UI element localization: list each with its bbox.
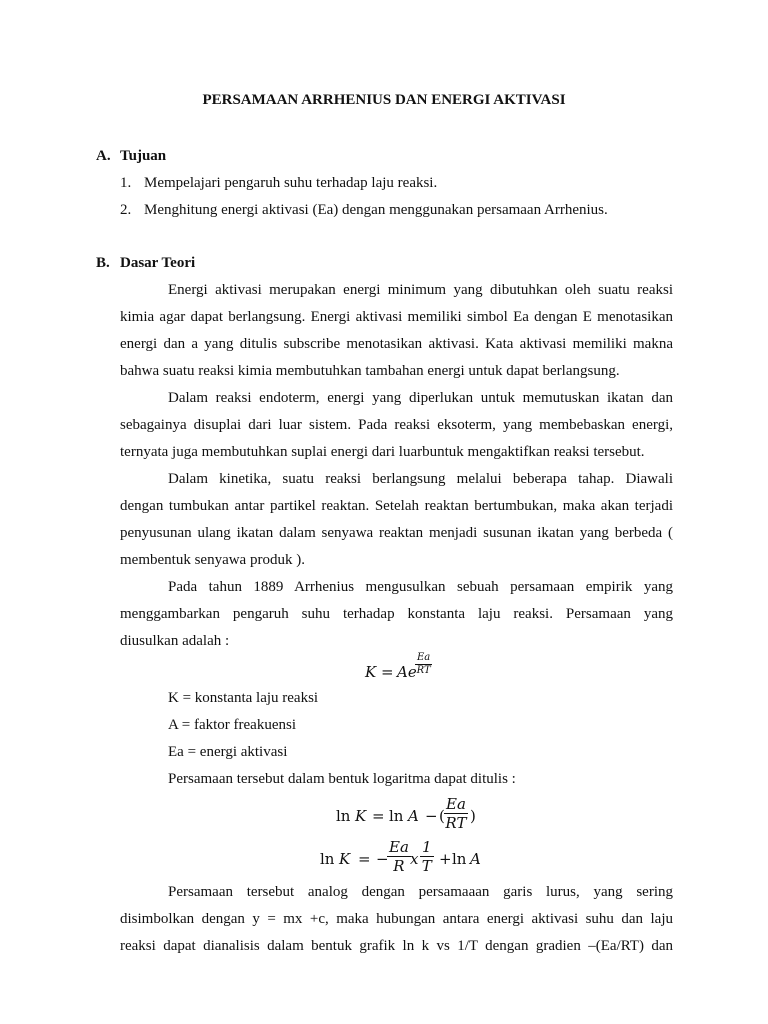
paragraph-line: bahwa suatu reaksi kimia membutuhkan tambahan energi untuk dapat berlangsung. [120, 363, 620, 379]
section-b-heading: Dasar Teori [120, 255, 196, 271]
definition-line: K = konstanta laju reaksi [168, 690, 319, 706]
definition-line: A = faktor freakuensi [168, 717, 296, 733]
eq-symbol: = [358, 850, 371, 868]
eq-symbol: ln [336, 807, 351, 825]
eq-symbol: ( [439, 807, 445, 825]
paragraph-line: penyusunan ulang ikatan dalam senyawa reaktan menjadi susunan ikatan yang berbeda ( [120, 525, 673, 541]
section-b-marker: B. [96, 255, 110, 271]
eq-symbol: ln [452, 850, 467, 868]
paragraph-line: membentuk senyawa produk ). [120, 552, 305, 568]
eq-symbol: − [425, 807, 438, 825]
eq-symbol: − [376, 850, 389, 868]
eq-symbol: K [355, 807, 367, 825]
eq-denominator: T [421, 857, 432, 875]
eq-symbol: = [381, 663, 394, 681]
objective-text: Mempelajari pengaruh suhu terhadap laju reaksi. [144, 175, 438, 191]
paragraph-line: dengan tumbukan antar partikel reaktan. Setelah reaktan bertumbukan, maka akan terjadi [120, 498, 673, 514]
definition-line: Persamaan tersebut dalam bentuk logaritma dapat ditulis : [168, 771, 516, 787]
eq-symbol: A [470, 850, 481, 868]
objective-number: 1. [120, 175, 132, 191]
eq-fraction [444, 795, 468, 832]
eq-symbol: K [339, 850, 351, 868]
paragraph-line: reaksi dapat dianalisis dalam bentuk grafik ln k vs 1/T dengan gradien –(Ea/RT) dan [120, 938, 673, 954]
linear-equation [320, 838, 480, 876]
eq-exponent [415, 652, 432, 677]
eq-symbol: + [439, 850, 452, 868]
objective-number: 2. [120, 202, 132, 218]
paragraph-line: Pada tahun 1889 Arrhenius mengusulkan sebuah persamaan empirik yang [168, 579, 673, 595]
eq-symbol: ln [320, 850, 335, 868]
section-a-marker: A. [96, 148, 111, 164]
paragraph-line: diusulkan adalah : [120, 633, 230, 649]
eq-denominator: R [393, 857, 405, 875]
paragraph-line: menggambarkan pengaruh suhu terhadap konstanta laju reaksi. Persamaan yang [120, 606, 673, 622]
log-equation [336, 795, 476, 833]
eq-numerator: Ea [446, 795, 466, 813]
paragraph-line: ternyata juga membutuhkan suplai energi dari luarbuntuk mengaktifkan reaksi tersebut. [120, 444, 645, 460]
eq-fraction [420, 838, 434, 875]
eq-symbol: K [365, 663, 377, 681]
definition-line: Ea = energi aktivasi [168, 744, 288, 760]
eq-denominator: RT [445, 814, 467, 832]
eq-symbol: A [408, 807, 419, 825]
eq-numerator: Ea [389, 838, 409, 856]
eq-denominator: RT [416, 665, 431, 676]
section-a-heading: Tujuan [120, 148, 167, 164]
eq-symbol: x [410, 850, 419, 868]
eq-symbol: Ae [397, 663, 417, 681]
paragraph-line: sebagainya disuplai dari luar sistem. Pada reaksi eksoterm, yang membebaskan energi, [120, 417, 673, 433]
paragraph-line: Dalam reaksi endoterm, energi yang diperlukan untuk memutuskan ikatan dan [168, 390, 673, 406]
eq-numerator: Ea [417, 652, 431, 663]
paragraph-line: kimia agar dapat berlangsung. Energi aktivasi memiliki simbol Ea dengan E menotasikan [120, 309, 673, 325]
eq-symbol: ) [470, 807, 476, 825]
eq-fraction [387, 838, 411, 875]
paragraph-line: disimbolkan dengan y = mx +c, maka hubungan antara energi aktivasi suhu dan laju [120, 911, 673, 927]
eq-symbol: ln [389, 807, 404, 825]
paragraph-line: Persamaan tersebut analog dengan persamaaan garis lurus, yang sering [168, 884, 673, 900]
paragraph-line: Energi aktivasi merupakan energi minimum yang dibutuhkan oleh suatu reaksi [168, 282, 673, 298]
paragraph-line: Dalam kinetika, suatu reaksi berlangsung melalui beberapa tahap. Diawali [168, 471, 673, 487]
eq-symbol: = [372, 807, 385, 825]
eq-numerator: 1 [422, 838, 432, 856]
paragraph-line: energi dan a yang ditulis subscribe menotasikan aktivasi. Kata aktivasi memiliki makna [120, 336, 673, 352]
page-title: PERSAMAAN ARRHENIUS DAN ENERGI AKTIVASI [202, 92, 566, 108]
objective-text: Menghitung energi aktivasi (Ea) dengan menggunakan persamaan Arrhenius. [144, 202, 608, 218]
